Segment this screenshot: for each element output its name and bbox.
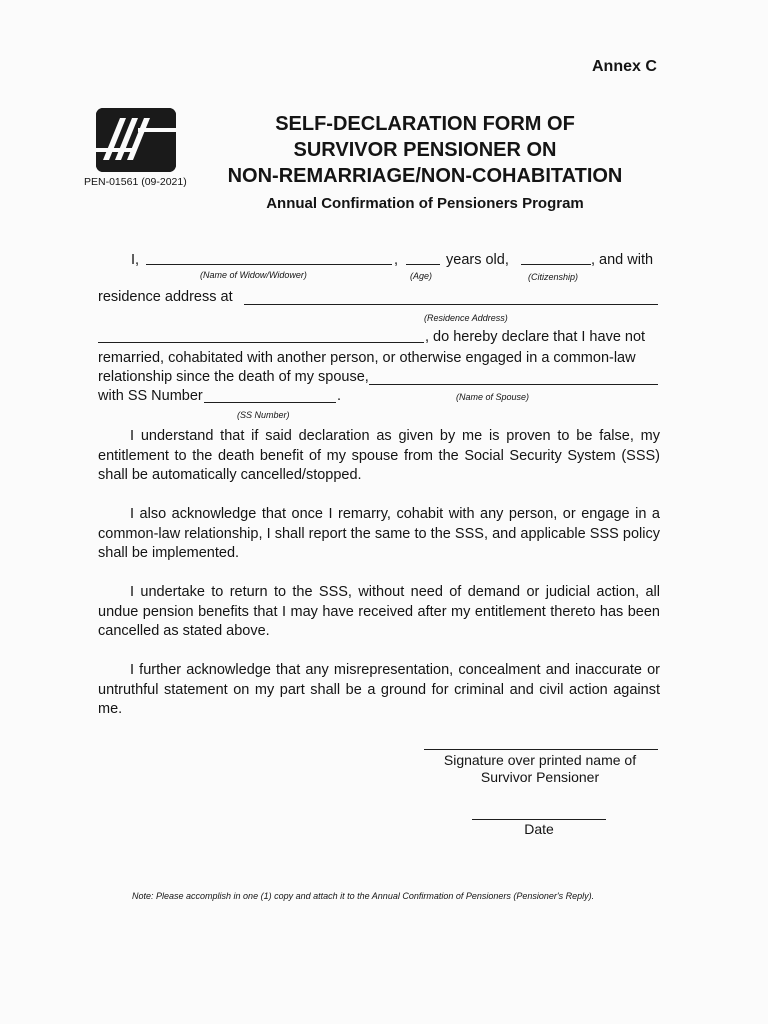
date-label: Date xyxy=(524,821,554,837)
annex-label: Annex C xyxy=(592,58,657,75)
paragraph-report-remarriage: I also acknowledge that once I remarry, cohabit with any person, or engage in a common-law relationship, I shall report the same to the SSS, and applicable SSS policy shall be implemented. xyxy=(98,506,660,561)
sss-logo xyxy=(96,108,176,172)
hereby-declare-text: , do hereby declare that I have not xyxy=(425,329,646,345)
caption-age: (Age) xyxy=(410,271,433,281)
paragraph-misrepresentation: I further acknowledge that any misrepresentation, concealment and inaccurate or untruthful statement on my part shall be a ground for criminal and civil action against me. xyxy=(98,662,660,717)
signature-caption-line-2: Survivor Pensioner xyxy=(480,769,600,785)
title-line-3: NON-REMARRIAGE/NON-COHABITATION xyxy=(227,165,623,187)
signature-line[interactable] xyxy=(424,749,658,750)
period-text: . xyxy=(337,388,342,404)
title-line-2: SURVIVOR PENSIONER ON xyxy=(293,139,557,161)
caption-name: (Name of Widow/Widower) xyxy=(200,270,307,280)
citizenship-field-line[interactable] xyxy=(521,264,591,265)
signature-caption-line-1: Signature over printed name of xyxy=(443,752,637,768)
caption-residence: (Residence Address) xyxy=(424,313,508,323)
title-line-1: SELF-DECLARATION FORM OF xyxy=(275,113,575,135)
footer-note: Note: Please accomplish in one (1) copy and attach it to the Annual Confirmation of Pensioners (Pensioner's Reply). xyxy=(132,891,595,901)
comma-text: , xyxy=(394,252,399,268)
signature-caption xyxy=(420,752,660,786)
form-title xyxy=(190,111,660,189)
paragraph-false-declaration: I understand that if said declaration as given by me is proven to be false, my entitlement to the death benefit of my spouse from the Social Security System (SSS) shall be automatically cancelled/stopped. xyxy=(98,428,660,483)
residence-label: residence address at xyxy=(98,289,233,305)
form-number: PEN-01561 (09-2021) xyxy=(84,176,187,188)
and-with-text: , and with xyxy=(591,252,654,268)
caption-spouse: (Name of Spouse) xyxy=(456,392,530,402)
declaration-i: I, xyxy=(131,252,140,268)
ss-number-field-line[interactable] xyxy=(204,402,336,403)
ss-number-label: with SS Number xyxy=(98,388,203,404)
residence-field-line[interactable] xyxy=(244,304,658,305)
form-subtitle: Annual Confirmation of Pensioners Program xyxy=(266,195,584,212)
caption-ss-number: (SS Number) xyxy=(237,410,290,420)
name-field-line[interactable] xyxy=(146,264,392,265)
relationship-text: relationship since the death of my spouse, xyxy=(98,369,369,385)
residence-field-line-2[interactable] xyxy=(98,342,424,343)
age-field-line[interactable] xyxy=(406,264,440,265)
years-old-text: years old, xyxy=(446,252,509,268)
spouse-name-field-line[interactable] xyxy=(369,384,658,385)
date-line[interactable] xyxy=(472,819,606,820)
caption-citizenship: (Citizenship) xyxy=(528,272,579,282)
remarried-text: remarried, cohabitated with another person, or otherwise engaged in a common-law xyxy=(98,350,636,366)
paragraph-return-benefits: I undertake to return to the SSS, without need of demand or judicial action, all undue pension benefits that I may have received after my entitlement thereto has been cancelled as stated above. xyxy=(98,584,660,639)
